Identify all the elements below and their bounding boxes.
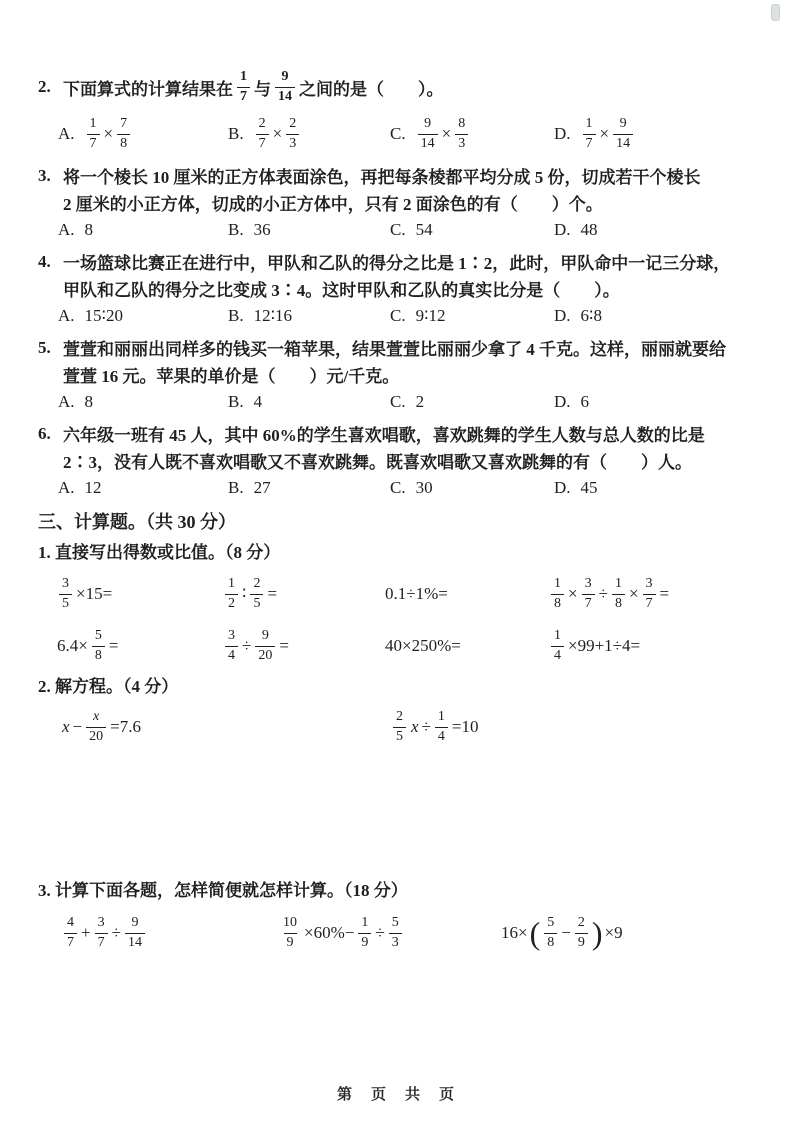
fraction: $\frac{2}{9}$ bbox=[575, 915, 588, 950]
math-text: ÷ bbox=[375, 923, 385, 942]
option-label: B. bbox=[228, 124, 244, 143]
math-text: 与 bbox=[254, 79, 271, 99]
calc-sub2-title: 2. 解方程。（4 分） bbox=[38, 677, 179, 696]
math-text: = bbox=[279, 636, 289, 655]
fraction: $\frac{5}{8}$ bbox=[544, 915, 557, 950]
question-stem-line bbox=[38, 64, 757, 110]
math-text: 36 bbox=[253, 220, 271, 239]
fraction: $\frac{3}{4}$ bbox=[225, 628, 238, 663]
simplify-expression-1 bbox=[61, 915, 277, 950]
math-text: =7.6 bbox=[110, 717, 141, 736]
fraction: $\frac{5}{3}$ bbox=[389, 915, 402, 950]
fraction: $\frac{1}{4}$ bbox=[435, 709, 448, 744]
fraction: $\frac{4}{7}$ bbox=[64, 915, 77, 950]
math-text: 15∶20 bbox=[84, 306, 123, 325]
math-text: 27 bbox=[253, 478, 271, 497]
fraction: $\frac{8}{3}$ bbox=[455, 116, 468, 151]
option-B bbox=[228, 306, 390, 326]
scrollbar-thumb[interactable] bbox=[771, 4, 780, 21]
equation-1 bbox=[60, 709, 390, 744]
math-text: ÷ bbox=[598, 584, 608, 603]
option-label: D. bbox=[554, 306, 571, 325]
fraction: $\frac{10}{9}$ bbox=[283, 915, 297, 950]
question-stem-line bbox=[38, 189, 757, 216]
math-text: 甲队和乙队的得分之比变成 3∶4。这时甲队和乙队的真实比分是（ ）。 bbox=[63, 281, 620, 300]
math-text: = bbox=[108, 636, 119, 655]
math-text: 2∶3，没有人既不喜欢唱歌又不喜欢跳舞。既喜欢唱歌又喜欢跳舞的有（ ）人。 bbox=[63, 453, 692, 472]
math-text: × bbox=[568, 584, 578, 603]
fraction: $\frac{1}{2}$ bbox=[225, 576, 238, 611]
option-C bbox=[390, 392, 554, 412]
math-text: 8 bbox=[84, 220, 94, 239]
math-text: × bbox=[441, 124, 452, 143]
fraction: $\frac{2}{3}$ bbox=[286, 116, 299, 151]
math-text: 9∶12 bbox=[415, 306, 446, 325]
fraction: $\frac{1}{9}$ bbox=[358, 915, 371, 950]
math-text: − bbox=[561, 923, 571, 942]
option-label: D. bbox=[554, 220, 571, 239]
option-label: D. bbox=[554, 478, 571, 497]
calc-expression bbox=[548, 628, 757, 663]
fraction: $\frac{1}{8}$ bbox=[612, 576, 625, 611]
option-B bbox=[228, 220, 390, 240]
math-text: ÷ bbox=[111, 923, 121, 942]
fraction: $\frac{5}{8}$ bbox=[92, 628, 105, 663]
fraction: $\frac{2}{7}$ bbox=[256, 116, 269, 151]
math-text: 2 bbox=[415, 392, 425, 411]
calc-row-2 bbox=[38, 622, 757, 670]
math-text: 45 bbox=[580, 478, 598, 497]
variable: x bbox=[62, 717, 70, 736]
math-text: 8 bbox=[84, 392, 94, 411]
option-label: A. bbox=[58, 478, 75, 497]
question-stem-line bbox=[38, 248, 757, 275]
option-label: C. bbox=[390, 220, 406, 239]
option-label: C. bbox=[390, 478, 406, 497]
fraction: $\frac{3}{7}$ bbox=[643, 576, 656, 611]
question-stem-line bbox=[38, 420, 757, 447]
option-A bbox=[58, 116, 228, 151]
math-text: 之间的是（ ）。 bbox=[299, 79, 444, 99]
fraction: $\frac{9}{20}$ bbox=[255, 628, 275, 663]
fraction: $\frac{9}{14}$ bbox=[418, 116, 438, 151]
math-text: 六年级一班有 45 人，其中 60%的学生喜欢唱歌，喜欢跳舞的学生人数与总人数的比是 bbox=[63, 426, 705, 445]
option-B bbox=[228, 392, 390, 412]
section-title: 三、计算题。（共 30 分） bbox=[38, 512, 236, 532]
option-label: B. bbox=[228, 306, 244, 325]
question-stem-line bbox=[38, 275, 757, 302]
fraction: $\frac{7}{8}$ bbox=[117, 116, 130, 151]
math-text: 0.1÷1%= bbox=[385, 584, 448, 603]
option-A bbox=[58, 220, 228, 240]
question-4 bbox=[38, 248, 757, 328]
open-paren: ( bbox=[529, 915, 541, 951]
calc-expression bbox=[384, 636, 548, 656]
question-number: 3. bbox=[38, 165, 51, 185]
math-text: 一场篮球比赛正在进行中，甲队和乙队的得分之比是 1∶2，此时，甲队命中一记三分球， bbox=[63, 254, 731, 273]
fraction: $\frac{9}{14}$ bbox=[613, 116, 633, 151]
option-label: C. bbox=[390, 392, 406, 411]
question-stem-line bbox=[38, 162, 757, 189]
math-text: × bbox=[272, 124, 283, 143]
options-row bbox=[38, 218, 757, 242]
question-number: 5. bbox=[38, 337, 51, 357]
math-text: 将一个棱长 10 厘米的正方体表面涂色，再把每条棱都平均分成 5 份，切成若干个棱长 bbox=[63, 168, 701, 187]
option-label: A. bbox=[58, 220, 75, 239]
option-label: B. bbox=[228, 220, 244, 239]
math-text: ×99+1÷4= bbox=[568, 636, 641, 655]
math-text: 12 bbox=[84, 478, 102, 497]
math-text: ×9 bbox=[604, 923, 623, 942]
fraction: $\frac{3}{7}$ bbox=[95, 915, 108, 950]
option-D bbox=[554, 306, 757, 326]
question-3 bbox=[38, 162, 757, 242]
fraction: $\frac{1}{7}$ bbox=[87, 116, 100, 151]
math-text: 萱萱 16 元。苹果的单价是（ ）元/千克。 bbox=[63, 367, 400, 386]
fraction: $\frac{1}{7}$ bbox=[583, 116, 596, 151]
option-A bbox=[58, 392, 228, 412]
question-number: 6. bbox=[38, 423, 51, 443]
math-text: × bbox=[628, 584, 639, 603]
fraction: $\frac{2}{5}$ bbox=[393, 709, 406, 744]
fraction: $\frac{9}{14}$ bbox=[275, 69, 295, 104]
options-row bbox=[38, 390, 757, 414]
simplify-row bbox=[38, 906, 757, 960]
equations-row bbox=[38, 702, 757, 752]
fraction: $\frac{x}{20}$ bbox=[86, 709, 106, 744]
math-text: 16× bbox=[501, 923, 528, 942]
option-D bbox=[554, 478, 757, 498]
math-text: 6 bbox=[580, 392, 590, 411]
calc-expression bbox=[56, 576, 222, 611]
fraction: $\frac{3}{7}$ bbox=[582, 576, 595, 611]
option-label: D. bbox=[554, 124, 571, 143]
option-D bbox=[554, 116, 757, 151]
math-text: 40×250%= bbox=[385, 636, 461, 655]
variable: x bbox=[411, 717, 419, 736]
math-text: × bbox=[599, 124, 610, 143]
math-text: ×15= bbox=[76, 584, 113, 603]
math-text: 54 bbox=[415, 220, 433, 239]
fraction: $\frac{1}{8}$ bbox=[551, 576, 564, 611]
math-text: 12∶16 bbox=[253, 306, 293, 325]
simplify-expression-2 bbox=[277, 915, 500, 950]
calc-sub3-title: 3. 计算下面各题，怎样简便就怎样计算。（18 分） bbox=[38, 881, 408, 900]
options-row bbox=[38, 476, 757, 500]
math-text: ×60%− bbox=[304, 923, 355, 942]
math-text: 2 厘米的小正方体，切成的小正方体中，只有 2 面涂色的有（ ）个。 bbox=[63, 195, 603, 214]
option-A bbox=[58, 306, 228, 326]
fraction: $\frac{9}{14}$ bbox=[125, 915, 145, 950]
calc-row-1 bbox=[38, 570, 757, 618]
options-row bbox=[38, 304, 757, 328]
math-text: 萱萱和丽丽出同样多的钱买一箱苹果，结果萱萱比丽丽少拿了 4 千克。这样，丽丽就要给 bbox=[63, 340, 726, 359]
option-B bbox=[228, 478, 390, 498]
calc-expression bbox=[222, 576, 384, 611]
question-stem-line bbox=[38, 361, 757, 388]
calc-expression bbox=[222, 628, 384, 663]
math-text: + bbox=[81, 923, 91, 942]
math-text: = bbox=[267, 584, 278, 603]
math-text: 30 bbox=[415, 478, 433, 497]
option-A bbox=[58, 478, 228, 498]
page-footer: 第 页 共 页 bbox=[336, 1087, 456, 1103]
question-2 bbox=[38, 64, 757, 156]
option-label: A. bbox=[58, 392, 75, 411]
option-C bbox=[390, 478, 554, 498]
options-row bbox=[38, 112, 757, 156]
option-B bbox=[228, 116, 390, 151]
math-text: 6∶8 bbox=[580, 306, 602, 325]
option-D bbox=[554, 220, 757, 240]
option-label: D. bbox=[554, 392, 571, 411]
question-5 bbox=[38, 334, 757, 414]
question-number: 2. bbox=[38, 77, 51, 96]
fraction: $\frac{1}{4}$ bbox=[551, 628, 564, 663]
calc-expression bbox=[548, 576, 757, 611]
math-text: =10 bbox=[451, 717, 479, 736]
option-C bbox=[390, 116, 554, 151]
option-label: A. bbox=[58, 124, 75, 143]
calc-sub1-title: 1. 直接写出得数或比值。（8 分） bbox=[38, 543, 281, 562]
equation-2 bbox=[390, 709, 757, 744]
option-label: B. bbox=[228, 478, 244, 497]
question-6 bbox=[38, 420, 757, 500]
math-text: 48 bbox=[580, 220, 598, 239]
option-C bbox=[390, 306, 554, 326]
math-text: − bbox=[72, 717, 83, 736]
math-text: ∶ bbox=[242, 584, 247, 603]
math-text: ÷ bbox=[421, 717, 431, 736]
choice-question-list bbox=[38, 64, 757, 500]
math-text: 4 bbox=[253, 392, 263, 411]
option-label: B. bbox=[228, 392, 244, 411]
math-text: ÷ bbox=[242, 636, 252, 655]
question-number: 4. bbox=[38, 251, 51, 271]
calc-expression bbox=[56, 628, 222, 663]
option-D bbox=[554, 392, 757, 412]
option-label: C. bbox=[390, 306, 406, 325]
math-text: 6.4× bbox=[57, 636, 88, 655]
question-stem-line bbox=[38, 447, 757, 474]
option-label: A. bbox=[58, 306, 75, 325]
direct-calc-grid bbox=[38, 570, 757, 670]
math-text: × bbox=[103, 124, 114, 143]
fraction: $\frac{3}{5}$ bbox=[59, 576, 72, 611]
math-text: = bbox=[659, 584, 670, 603]
close-paren: ) bbox=[591, 915, 603, 951]
calc-expression bbox=[384, 584, 548, 604]
option-label: C. bbox=[390, 124, 406, 143]
question-stem-line bbox=[38, 334, 757, 361]
fraction: $\frac{2}{5}$ bbox=[250, 576, 263, 611]
option-C bbox=[390, 220, 554, 240]
fraction: $\frac{1}{7}$ bbox=[237, 69, 250, 104]
math-text: 下面算式的计算结果在 bbox=[63, 79, 233, 99]
simplify-expression-3 bbox=[500, 915, 757, 950]
